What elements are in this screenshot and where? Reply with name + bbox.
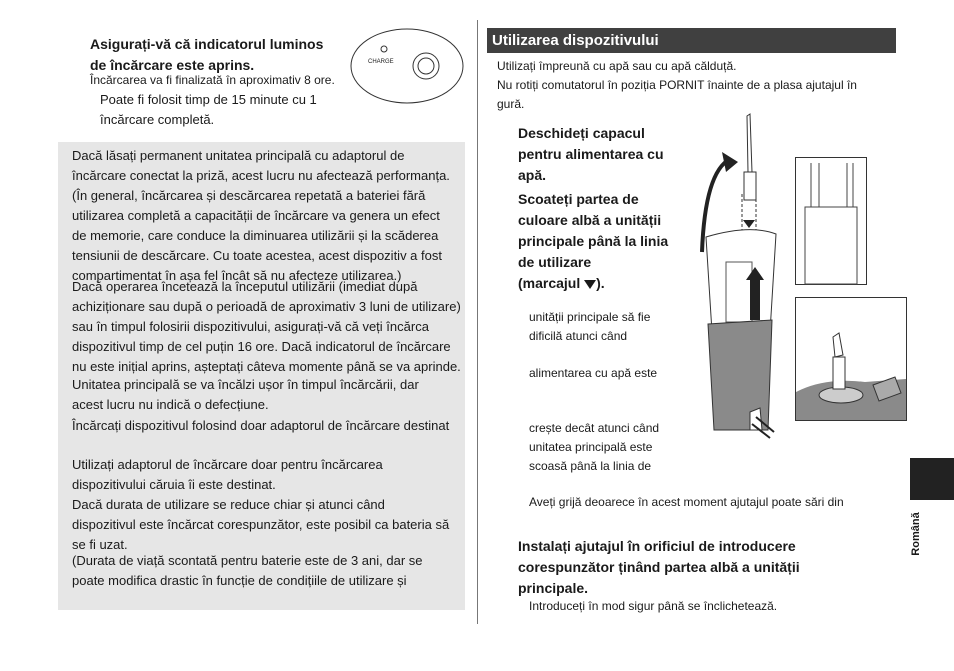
- note-line: Dacă lăsați permanent unitatea principală cu adaptorul de: [72, 148, 405, 163]
- detail-illustration-top: [795, 157, 867, 285]
- language-label: Română: [910, 512, 922, 556]
- step-3-note: [529, 597, 777, 616]
- note-line: Utilizați adaptorul de încărcare doar pentru încărcarea: [72, 457, 383, 472]
- note-line: compartimentat în așa fel încât să nu afecteze utilizarea.): [72, 268, 402, 283]
- step2-mark-prefix: (marcajul: [518, 275, 585, 291]
- charge-heading-line1: Asigurați-vă că indicatorul luminos: [90, 36, 324, 52]
- note-line: poate modifica drastic în funcție de condițiile de utilizare și: [72, 573, 407, 588]
- note-line: tensiunii de descărcare. Cu toate acestea, acest dispozitiv a fost: [72, 248, 442, 263]
- usage-time-line2: încărcare completă.: [100, 112, 215, 127]
- intro-line: Utilizați împreună cu apă sau cu apă călduță.: [497, 59, 737, 73]
- language-tab: [910, 458, 954, 500]
- fragment-line: unității principale să fie: [529, 310, 651, 324]
- step-line: corespunzător ținând partea albă a unității: [518, 559, 800, 575]
- fragment-line: alimentarea cu apă este: [529, 366, 658, 380]
- note-line: achiziționare sau după o perioadă de aproximativ 3 luni de utilizare): [72, 299, 461, 314]
- note-paragraph-2: [72, 277, 461, 377]
- intro-line: Nu rotiți comutatorul în poziția PORNIT înainte de a plasa ajutajul în: [497, 78, 857, 92]
- detail-illustration-bottom: [795, 297, 907, 421]
- note-line: dispozitivului căruia îi este destinat.: [72, 477, 276, 492]
- fragment-line: Aveți grijă deoarece în acest moment ajutajul poate sări din: [529, 495, 844, 509]
- note-paragraph-3: [72, 375, 419, 415]
- note-line: Dacă durata de utilizare se reduce chiar și atunci când: [72, 497, 385, 512]
- step-line: culoare albă a unității: [518, 212, 662, 228]
- note-line: Dacă operarea încetează la începutul utilizării (imediat după: [72, 279, 418, 294]
- down-triangle-icon: [584, 279, 596, 289]
- section-title: Utilizarea dispozitivului: [487, 28, 896, 53]
- step-line: [518, 273, 693, 294]
- note-paragraph-5: [72, 455, 383, 495]
- fragment-1: [529, 308, 650, 346]
- intro-text: [497, 57, 857, 114]
- step-line: apă.: [518, 167, 547, 183]
- note-line: (În general, încărcarea și descărcarea repetată a bateriei fără: [72, 188, 426, 203]
- charge-heading: [90, 34, 323, 76]
- note-line: Unitatea principală se va încălzi ușor în timpul încărcării, dar: [72, 377, 419, 392]
- note-line: Încărcați dispozitivul folosind doar adaptorul de încărcare destinat: [72, 418, 450, 433]
- note-paragraph-1: [72, 146, 450, 286]
- charge-label: CHARGE: [368, 59, 394, 65]
- note-paragraph-6: [72, 495, 449, 555]
- step-3: [518, 536, 898, 599]
- fragment-line: unitatea principală este: [529, 440, 653, 454]
- step-line: Scoateți partea de: [518, 191, 639, 207]
- note-line: utilizarea completă a capacității de încărcare va genera un efect: [72, 208, 440, 223]
- step-line: de utilizare: [518, 254, 592, 270]
- fragment-2: [529, 364, 657, 383]
- note-line: dispozitivul timp de cel puțin 16 ore. Dacă indicatorul de încărcare: [72, 339, 451, 354]
- charge-led-icon: [381, 46, 387, 52]
- step-note-line: Introduceți în mod sigur până se înclichetează.: [529, 599, 778, 613]
- note-line: se fi uzat.: [72, 537, 128, 552]
- step-line: Instalați ajutajul în orificiul de introducere: [518, 538, 796, 554]
- note-line: încărcare conectat la priză, acest lucru nu afectează performanța.: [72, 168, 450, 183]
- note-line: de memorie, care conduce la diminuarea utilizării și la scăderea: [72, 228, 439, 243]
- step-2: [518, 189, 693, 294]
- note-line: dispozitivul este încărcat corespunzător, este posibil ca bateria să: [72, 517, 450, 532]
- step-line: pentru alimentarea cu: [518, 146, 664, 162]
- charge-heading-line2: de încărcare este aprins.: [90, 57, 255, 73]
- intro-line: gură.: [497, 97, 525, 111]
- charging-time-line: Încărcarea va fi finalizată în aproximativ 8 ore.: [90, 73, 335, 87]
- usage-time-line1: Poate fi folosit timp de 15 minute cu 1: [100, 92, 317, 107]
- device-illustration: [690, 112, 810, 442]
- fragment-line: crește decât atunci când: [529, 421, 660, 435]
- usage-time-text: [100, 90, 317, 130]
- note-line: nu este inițial aprins, așteptați câteva momente până se va aprinde.: [72, 359, 461, 374]
- fragment-line: scoasă până la linia de: [529, 459, 652, 473]
- step-line: principale până la linia: [518, 233, 669, 249]
- step-line: Deschideți capacul: [518, 125, 645, 141]
- nozzle-icon: [747, 114, 752, 172]
- note-line: sau în timpul folosirii dispozitivului, asigurați-vă că veți încărca: [72, 319, 429, 334]
- column-divider: [477, 20, 478, 624]
- step-line: principale.: [518, 580, 589, 596]
- charge-indicator-illustration: [348, 26, 466, 106]
- charging-time-text: [90, 71, 335, 90]
- note-paragraph-7: [72, 551, 423, 591]
- down-arrow-icon: [743, 220, 755, 228]
- language-label-box: [900, 500, 930, 572]
- note-line: (Durata de viață scontată pentru baterie este de 3 ani, dar se: [72, 553, 423, 568]
- fragment-3: [529, 419, 659, 476]
- note-paragraph-4: [72, 416, 449, 436]
- step2-mark-suffix: ).: [596, 275, 605, 291]
- up-arrow-icon: [750, 280, 760, 320]
- note-line: acest lucru nu indică o defecțiune.: [72, 397, 269, 412]
- fragment-line: dificilă atunci când: [529, 329, 628, 343]
- fragment-4: [529, 493, 844, 512]
- step-1: [518, 123, 688, 186]
